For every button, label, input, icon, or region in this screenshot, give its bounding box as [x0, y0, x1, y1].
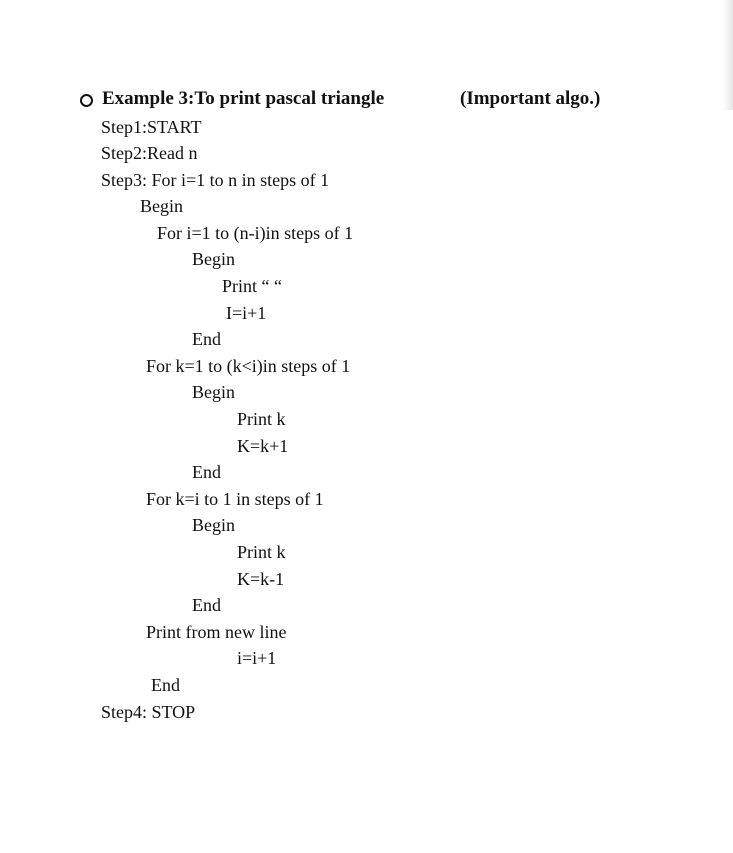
algorithm-line-increment: i=i+1 [237, 648, 277, 668]
algorithm-line-step4: Step4: STOP [101, 702, 196, 722]
algorithm-line-increment: I=i+1 [226, 303, 267, 323]
algorithm-line-begin-outer: Begin [140, 196, 183, 216]
algorithm-line-increment: K=k+1 [237, 436, 289, 456]
example-title: Example 3:To print pascal triangle [102, 88, 385, 109]
algorithm-line-step3: Step3: For i=1 to n in steps of 1 [101, 170, 330, 190]
algorithm-line-step2: Step2:Read n [101, 143, 198, 163]
algorithm-line-for-spaces: For i=1 to (n-i)in steps of 1 [157, 223, 354, 243]
algorithm-line-decrement: K=k-1 [237, 569, 285, 589]
importance-note: (Important algo.) [460, 88, 601, 109]
algorithm-line-step1: Step1:START [101, 117, 202, 137]
algorithm-line-print-newline: Print from new line [146, 622, 287, 642]
algorithm-line-end: End [192, 462, 221, 482]
algorithm-line-end: End [192, 595, 221, 615]
algorithm-line-print-k: Print k [237, 542, 286, 562]
algorithm-line-end-outer: End [151, 675, 180, 695]
algorithm-line-begin: Begin [192, 382, 235, 402]
algorithm-line-end: End [192, 329, 221, 349]
algorithm-line-for-ascending: For k=1 to (k<i)in steps of 1 [146, 356, 351, 376]
algorithm-line-for-descending: For k=i to 1 in steps of 1 [146, 489, 324, 509]
algorithm-line-print-k: Print k [237, 409, 286, 429]
hollow-circle-bullet-icon [80, 94, 93, 107]
algorithm-line-print-space: Print “ “ [222, 276, 282, 296]
example-heading [80, 88, 700, 114]
algorithm-line-begin: Begin [192, 515, 235, 535]
algorithm-line-begin: Begin [192, 249, 235, 269]
